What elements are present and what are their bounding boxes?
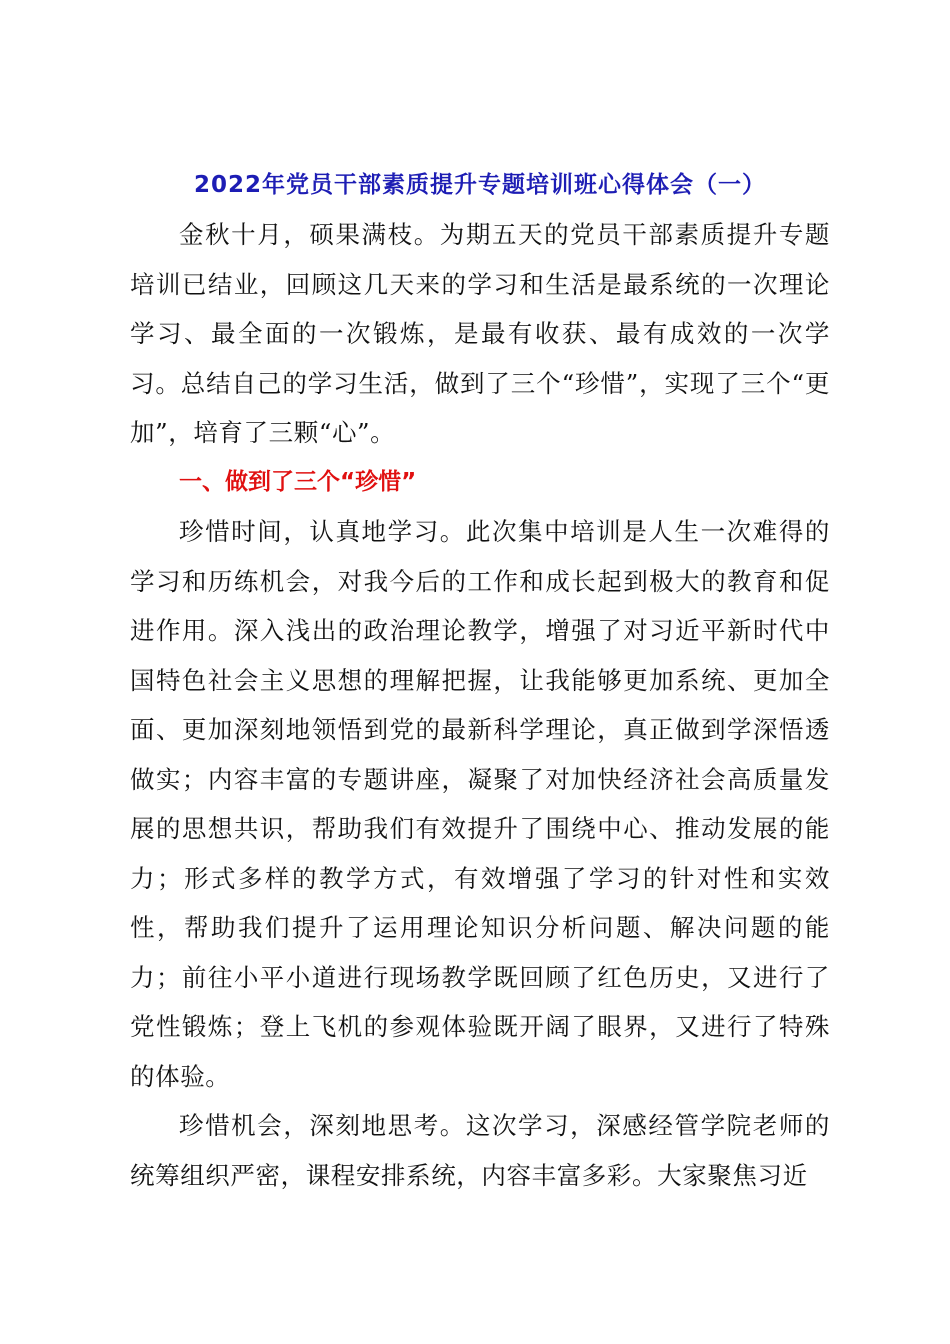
section-1-paragraph-1: 珍惜时间，认真地学习。此次集中培训是人生一次难得的学习和历练机会，对我今后的工作和成长起到极大的教育和促进作用。深入浅出的政治理论教学，增强了对习近平新时代中国特色社会主义思想的理解把握，让我能够更加系统、更加全面、更加深刻地领悟到党的最新科学理论，真正做到学深悟透做实；内容丰富的专题讲座，凝聚了对加快经济社会高质量发展的思想共识，帮助我们有效提升了围绕中心、推动发展的能力；形式多样的教学方式，有效增强了学习的针对性和实效性，帮助我们提升了运用理论知识分析问题、解决问题的能力；前往小平小道进行现场教学既回顾了红色历史，又进行了党性锻炼；登上飞机的参观体验既开阔了眼界，又进行了特殊的体验。 [130,517,830,1091]
section-1-paragraph-2: 珍惜机会，深刻地思考。这次学习，深感经管学院老师的统筹组织严密，课程安排系统，内容丰富多彩。大家聚焦习近 [130,1111,830,1190]
intro-paragraph: 金秋十月，硕果满枝。为期五天的党员干部素质提升专题培训已结业，回顾这几天来的学习和生活是最系统的一次理论学习、最全面的一次锻炼，是最有收获、最有成效的一次学习。总结自己的学习生活，做到了三个“珍惜”，实现了三个“更加”，培育了三颗“心”。 [130,220,830,447]
section-heading-1: 一、做到了三个“珍惜” [179,468,417,495]
document-title: 2022年党员干部素质提升专题培训班心得体会（一） [193,172,766,198]
document-body [130,160,830,1200]
